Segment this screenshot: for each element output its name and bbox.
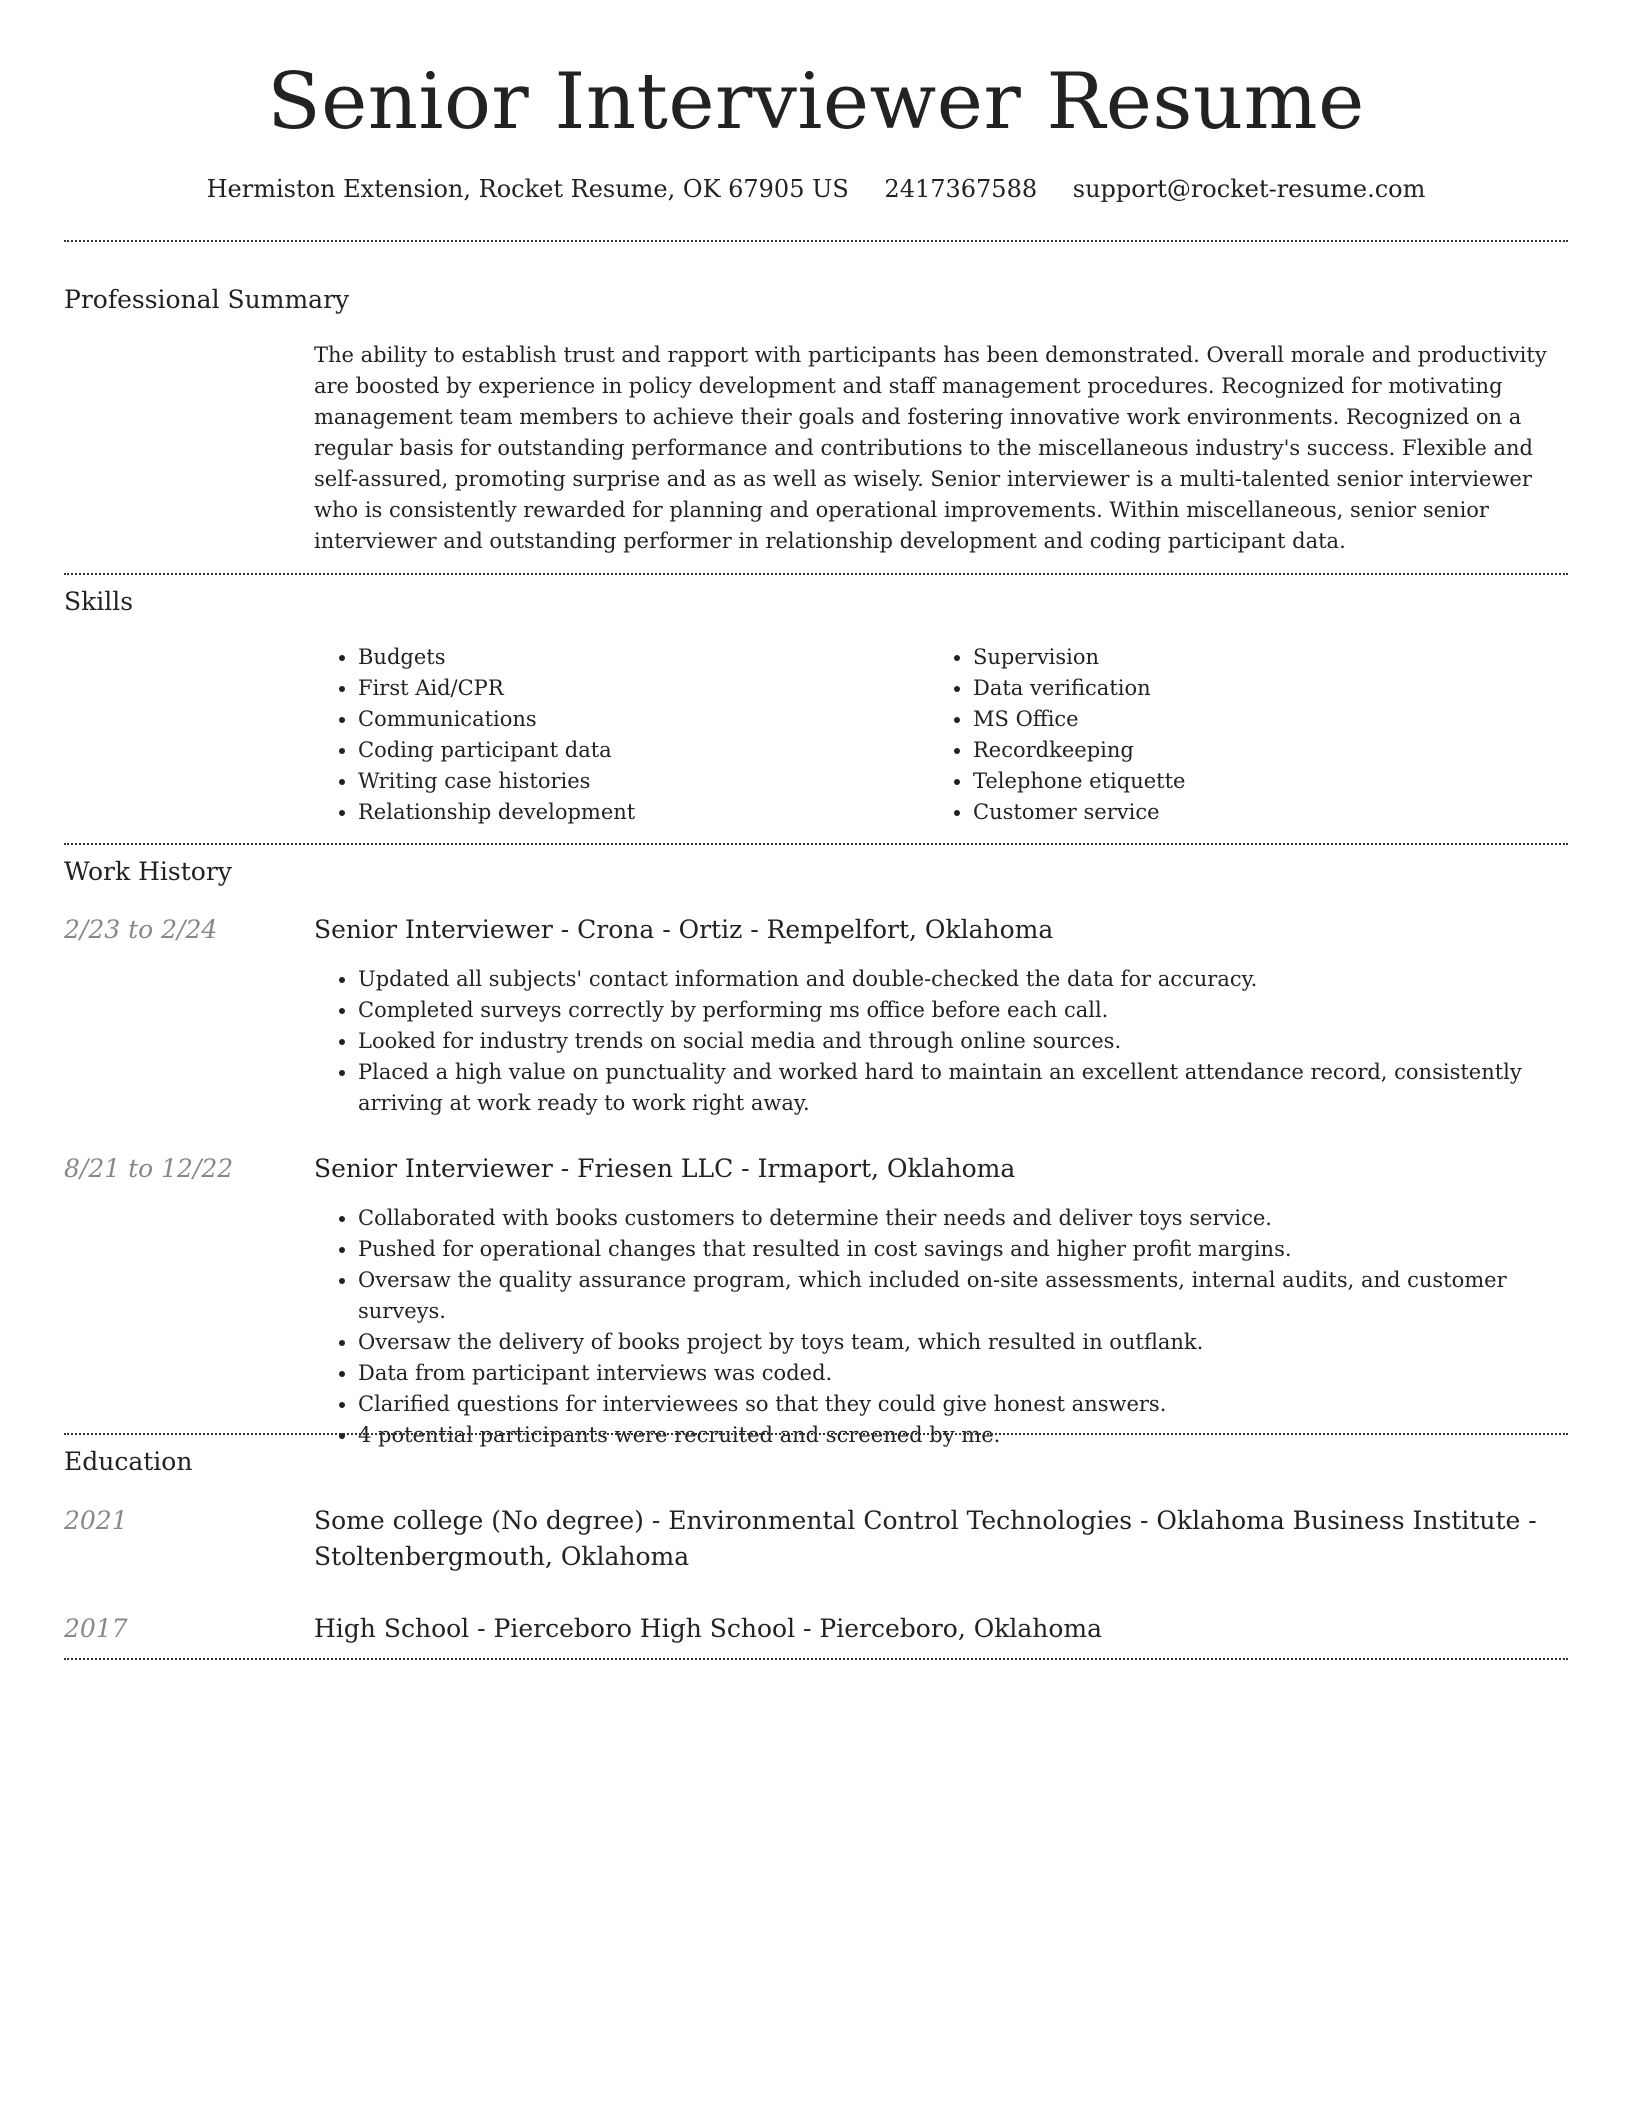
education-entry: Some college (No degree) - Environmental Control Technologies - Oklahoma Business Institute - Stoltenbergmouth, Oklahoma bbox=[314, 1506, 1537, 1571]
skill-item: • Budgets bbox=[358, 642, 914, 673]
job-bullet: • Updated all subjects' contact information and double-checked the data for accuracy. bbox=[358, 964, 1568, 995]
job-bullet: • Data from participant interviews was coded. bbox=[358, 1358, 1568, 1389]
skills-column-left bbox=[314, 642, 914, 828]
job-bullet: • Completed surveys correctly by performing ms office before each call. bbox=[358, 995, 1568, 1026]
divider bbox=[64, 240, 1568, 242]
skill-item: • MS Office bbox=[973, 704, 1529, 735]
contact-line bbox=[0, 172, 1632, 206]
section-title-education: Education bbox=[64, 1447, 193, 1476]
resume-title: Senior Interviewer Resume bbox=[267, 57, 1365, 147]
job-bullet: • Clarified questions for interviewees so that they could give honest answers. bbox=[358, 1389, 1568, 1420]
job-bullet: • Oversaw the quality assurance program, which included on-site assessments, internal audits, and customer surveys. bbox=[358, 1265, 1568, 1327]
education-field: Environmental Control Technologies bbox=[668, 1506, 1133, 1535]
job-bullets bbox=[314, 1203, 1568, 1451]
phone: 2417367588 bbox=[884, 175, 1038, 203]
education-school: - Pierceboro High School - Pierceboro, Oklahoma bbox=[469, 1614, 1103, 1643]
skill-item: • Coding participant data bbox=[358, 735, 914, 766]
skill-item: • Customer service bbox=[973, 797, 1529, 828]
skill-item: • Communications bbox=[358, 704, 914, 735]
address: Hermiston Extension, Rocket Resume, OK 67905 US bbox=[206, 175, 849, 203]
divider bbox=[64, 843, 1568, 845]
section-title-skills: Skills bbox=[64, 587, 134, 616]
job-bullet: • 4 potential participants were recruited and screened by me. bbox=[358, 1420, 1568, 1451]
job-title: Senior Interviewer - Crona - Ortiz - Rempelfort, Oklahoma bbox=[314, 915, 1054, 944]
skill-item: • Relationship development bbox=[358, 797, 914, 828]
section-title-work: Work History bbox=[64, 857, 232, 886]
divider bbox=[64, 573, 1568, 575]
email: support@rocket-resume.com bbox=[1072, 175, 1426, 203]
divider bbox=[64, 1433, 1568, 1435]
education-year: 2017 bbox=[64, 1614, 128, 1643]
summary-text: The ability to establish trust and rapport with participants has been demonstrated. Overall morale and productivity are boosted by experience in policy development and staff management procedures. Recognized for motivating management team members to achieve their goals and fostering innovative work environments. Recognized on a regular basis for outstanding performance and contributions to the miscellaneous industry's success. Flexible and self-assured, promoting surprise and as as well as wisely. Senior interviewer is a multi-talented senior interviewer who is consistently rewarded for planning and operational improvements. Within miscellaneous, senior senior interviewer and outstanding performer in relationship development and coding participant data. bbox=[314, 343, 1547, 553]
education-degree: High School bbox=[314, 1614, 470, 1643]
skill-item: • Data verification bbox=[973, 673, 1529, 704]
education-year: 2021 bbox=[64, 1506, 128, 1535]
job-bullet: • Pushed for operational changes that resulted in cost savings and higher profit margins. bbox=[358, 1234, 1568, 1265]
education-entry bbox=[314, 1611, 1568, 1647]
skill-item: • Writing case histories bbox=[358, 766, 914, 797]
skill-item: • First Aid/CPR bbox=[358, 673, 914, 704]
job-bullets bbox=[314, 964, 1568, 1119]
skill-item: • Telephone etiquette bbox=[973, 766, 1529, 797]
job-dates: 8/21 to 12/22 bbox=[64, 1154, 234, 1183]
job-bullet: • Collaborated with books customers to determine their needs and deliver toys service. bbox=[358, 1203, 1568, 1234]
skill-item: • Recordkeeping bbox=[973, 735, 1529, 766]
education-degree: Some college (No degree) bbox=[314, 1506, 644, 1535]
job-dates: 2/23 to 2/24 bbox=[64, 915, 218, 944]
skill-item: • Supervision bbox=[973, 642, 1529, 673]
section-title-summary: Professional Summary bbox=[64, 285, 350, 314]
skills-column-right bbox=[929, 642, 1529, 828]
job-bullet: • Placed a high value on punctuality and worked hard to maintain an excellent attendance record, consistently arriving at work ready to work right away. bbox=[358, 1057, 1568, 1119]
job-bullet: • Looked for industry trends on social media and through online sources. bbox=[358, 1026, 1568, 1057]
job-title: Senior Interviewer - Friesen LLC - Irmaport, Oklahoma bbox=[314, 1154, 1016, 1183]
divider bbox=[64, 1658, 1568, 1660]
education-school: - Oklahoma Business Institute - Stoltenbergmouth, Oklahoma bbox=[314, 1506, 1537, 1571]
job-bullet: • Oversaw the delivery of books project by toys team, which resulted in outflank. bbox=[358, 1327, 1568, 1358]
